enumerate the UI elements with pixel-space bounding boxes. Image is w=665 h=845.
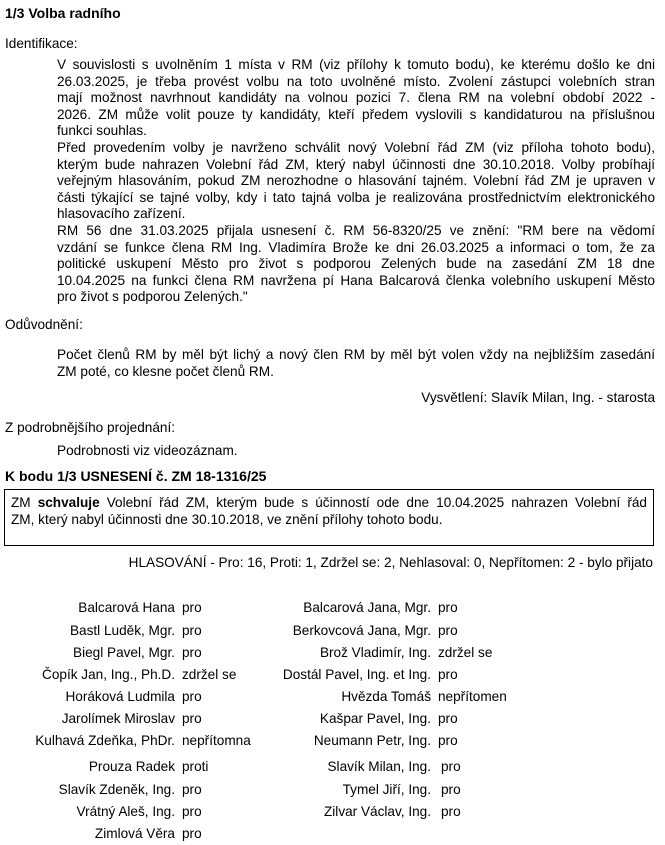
paragraph-line: pro život s podporou Zelených." <box>57 289 248 305</box>
member-vote: pro <box>438 623 458 638</box>
member-vote: nepřítomen <box>438 689 507 704</box>
resolution-line-2: ZM, který nabyl účinnosti dne 30.10.2018, ve znění přílohy tohoto bodu. <box>11 512 443 527</box>
member-vote: proti <box>182 759 209 774</box>
member-name: Slavík Zdeněk, Ing. <box>58 782 175 797</box>
member-name: Berkovcová Jana, Mgr. <box>292 623 431 638</box>
member-vote: pro <box>182 623 202 638</box>
resolution-box <box>4 489 654 546</box>
paragraph-line: 26.03.2025, je třeba provést volbu na toto uvolněné místo. Zvolení zástupci volebních stran <box>57 73 655 89</box>
member-name: Zimlová Věra <box>94 826 175 841</box>
member-vote: pro <box>182 689 202 704</box>
voting-summary: HLASOVÁNÍ - Pro: 16, Proti: 1, Zdržel se: 2, Nehlasoval: 0, Nepřítomen: 2 - bylo přijato <box>128 555 653 570</box>
paragraph-line: V souvislosti s uvolněním 1 místa v RM (viz přílohy k tomuto bodu), ke kterému došlo ke dni <box>57 57 655 72</box>
paragraph-line: vzdání se funkce člena RM Ing. Vladimíra Brože ke dni 26.03.2025 a informaci o tom, že za <box>57 239 655 255</box>
explained-by: Vysvětlení: Slavík Milan, Ing. - starosta <box>421 390 655 405</box>
member-name: Kulhavá Zdeňka, PhDr. <box>35 733 175 748</box>
identifikace-label: Identifikace: <box>5 36 78 51</box>
paragraph-line: Počet členů RM by měl být lichý a nový člen RM by měl být volen vždy na nejbližším zasedání <box>57 347 655 362</box>
member-name: Biegl Pavel, Mgr. <box>73 645 175 660</box>
oduvodneni-text <box>57 347 655 380</box>
member-name: Čopík Jan, Ing., Ph.D. <box>42 667 175 682</box>
member-vote: zdržel se <box>182 667 237 682</box>
member-vote: pro <box>182 826 202 841</box>
member-name: Neumann Petr, Ing. <box>313 733 431 748</box>
resolution-line-1 <box>11 494 647 511</box>
member-name: Dostál Pavel, Ing. et Ing. <box>282 667 431 682</box>
paragraph-line: kterým bude nahrazen Volební řád ZM, který nabyl účinnosti dne 30.10.2018. Volby probíhají <box>57 156 655 172</box>
paragraph-line: hlasovacího zařízení. <box>57 206 186 222</box>
paragraph-line: veřejným hlasováním, pokud ZM nerozhodne o hlasování tajném. Volební řád ZM je upraven v <box>57 173 655 189</box>
member-name: Jarolímek Miroslav <box>61 711 175 726</box>
member-vote: zdržel se <box>438 645 493 660</box>
paragraph-line: 2026. ZM může volit pouze ty kandidáty, kteří předem vyslovili s kandidaturou na příslušnou <box>57 106 655 122</box>
member-vote: nepřítomna <box>182 733 251 748</box>
member-name: Brož Vladimír, Ing. <box>319 645 431 660</box>
resolution-heading: K bodu 1/3 USNESENÍ č. ZM 18-1316/25 <box>5 468 267 484</box>
member-vote: pro <box>441 782 461 797</box>
paragraph-line: 10.04.2025 na funkci člena RM navržena pí Hana Balcarová členka volebního uskupení Město <box>57 272 655 288</box>
paragraph-line: části týkající se tajné volby, kdy i tato tajná volba je realizována prostřednictvím elektronického <box>57 189 655 205</box>
paragraph-line: RM 56 dne 31.03.2025 přijala usnesení č. RM 56-8320/25 ve znění: "RM bere na vědomí <box>57 222 655 238</box>
member-vote: pro <box>438 600 458 615</box>
paragraph-line: mají možnost navrhnout kandidáty na volnou pozici 7. člena RM na volební období 2022 - <box>57 90 655 106</box>
paragraph-line: ZM poté, co klesne počet členů RM. <box>57 363 274 379</box>
member-vote: pro <box>441 759 461 774</box>
oduvodneni-label: Odůvodnění: <box>5 317 83 332</box>
member-vote: pro <box>182 804 202 819</box>
paragraph-line: funkci souhlas. <box>57 123 147 139</box>
member-name: Tymel Jiří, Ing. <box>342 782 431 797</box>
resolution-verb: schvaluje <box>37 495 100 510</box>
member-name: Hvězda Tomáš <box>341 689 431 704</box>
projednani-text: Podrobnosti viz videozáznam. <box>57 443 238 458</box>
resolution-prefix: ZM <box>11 495 38 510</box>
member-vote: pro <box>438 667 458 682</box>
member-name: Kašpar Pavel, Ing. <box>319 711 431 726</box>
paragraph-line: politické uskupení Město pro život s podporou Zelených bude na zasedání ZM 18 dne <box>57 256 655 272</box>
projednani-label: Z podrobnějšího projednání: <box>5 420 176 435</box>
paragraph-line: Před provedením volby je navrženo schválit nový Volební řád ZM (viz příloha tohoto bodu), <box>57 139 655 155</box>
member-name: Slavík Milan, Ing. <box>327 759 431 774</box>
member-name: Horáková Ludmila <box>65 689 175 704</box>
resolution-line1-rest: Volební řád ZM, kterým bude s účinností ode dne 10.04.2025 nahrazen Volební řád <box>99 495 647 510</box>
member-name: Vrátný Aleš, Ing. <box>76 804 175 819</box>
member-vote: pro <box>182 782 202 797</box>
member-vote: pro <box>441 804 461 819</box>
member-vote: pro <box>182 645 202 660</box>
identifikace-text <box>57 57 655 306</box>
member-vote: pro <box>182 600 202 615</box>
member-name: Zilvar Václav, Ing. <box>323 804 431 819</box>
member-name: Prouza Radek <box>88 759 175 774</box>
member-name: Bastl Luděk, Mgr. <box>69 623 175 638</box>
section-title: 1/3 Volba radního <box>5 5 121 21</box>
member-vote: pro <box>182 711 202 726</box>
member-vote: pro <box>438 733 458 748</box>
member-name: Balcarová Hana <box>78 600 175 615</box>
member-name: Balcarová Jana, Mgr. <box>303 600 431 615</box>
member-vote: pro <box>438 711 458 726</box>
